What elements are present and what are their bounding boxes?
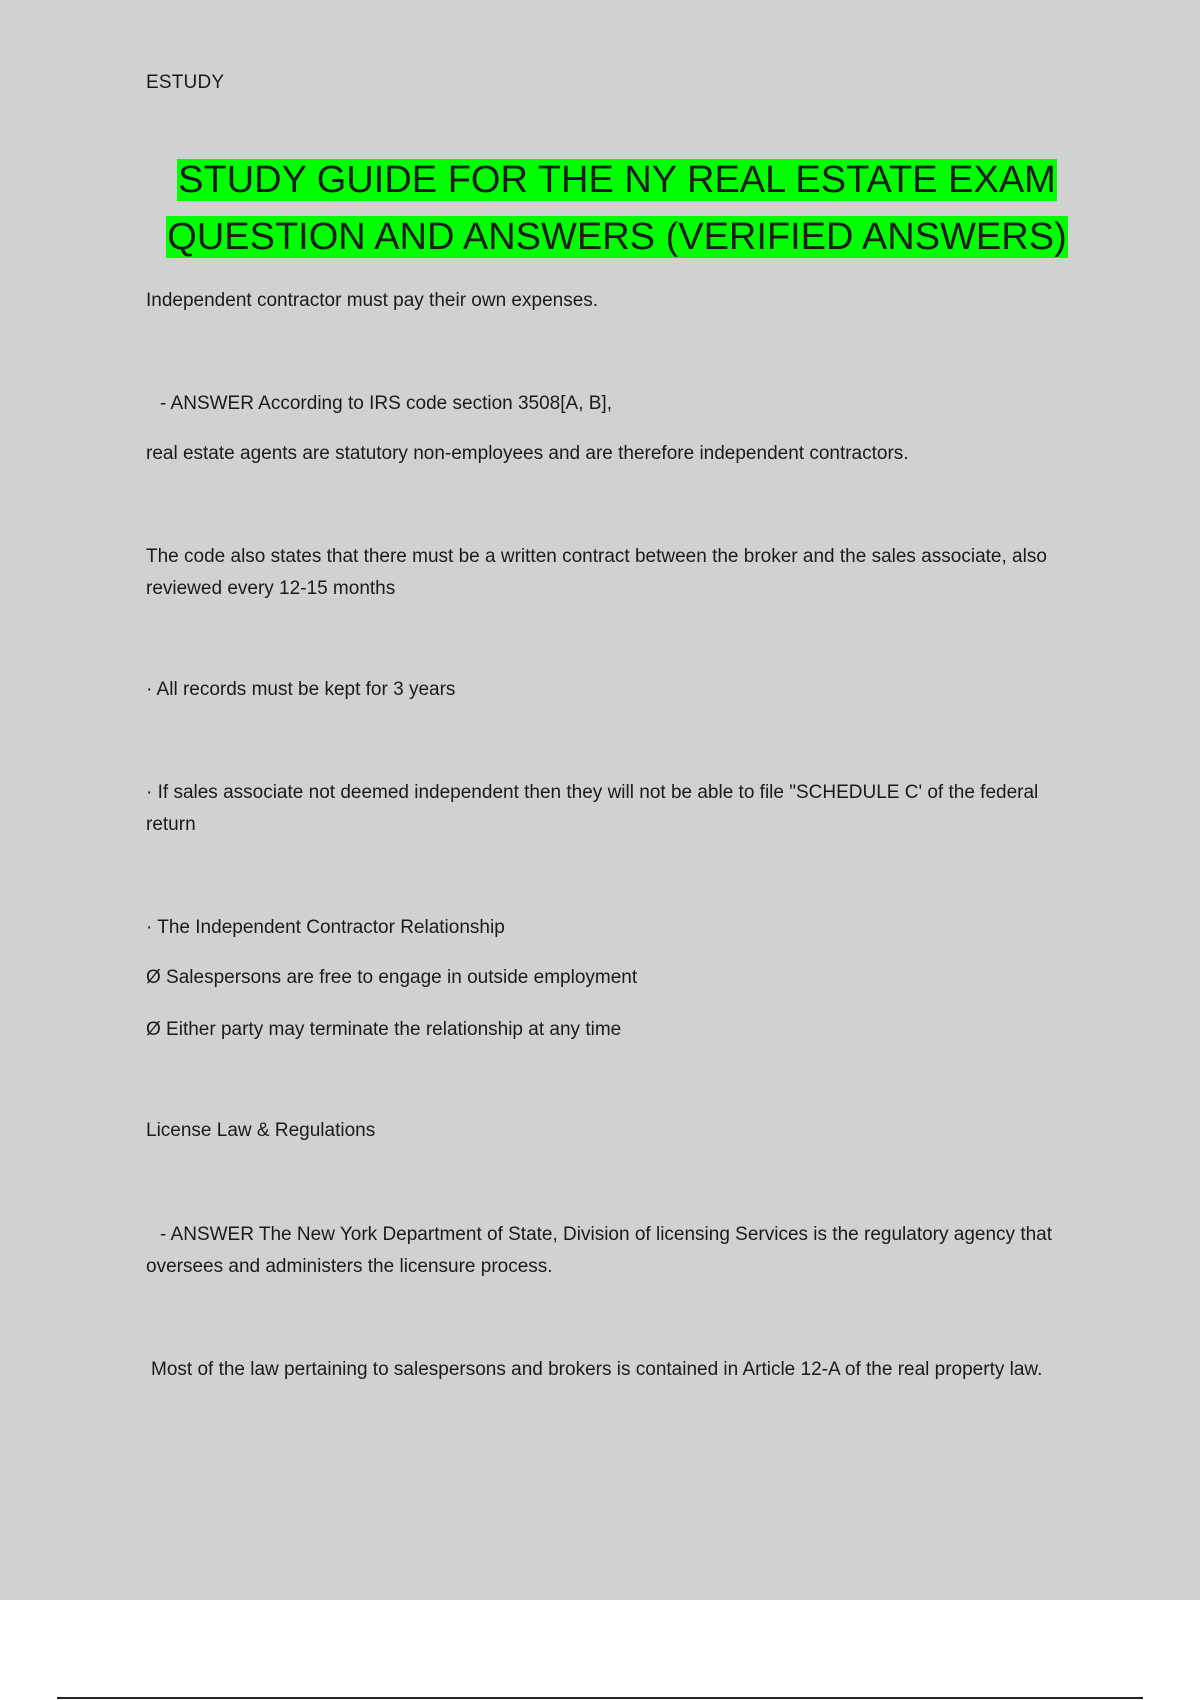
document-header: ESTUDY [146,72,225,93]
question-license-law: License Law & Regulations [146,1120,376,1141]
answer-written-contract: The code also states that there must be a written contract between the broker and the sales associate, also reviewed every 12-15 months [146,546,1047,599]
answer-department-of-state: - ANSWER The New York Department of State, Division of licensing Services is the regulatory agency that oversees and administers the licensure process. [146,1224,1053,1277]
answer-statutory-non-employees: real estate agents are statutory non-employees and are therefore independent contractors. [146,443,909,464]
answer-article-12a: Most of the law pertaining to salespersons and brokers is contained in Article 12-A of the real property law. [151,1359,1043,1380]
question-independent-contractor: Independent contractor must pay their own expenses. [146,290,599,311]
bullet-schedule-c: · If sales associate not deemed independent then they will not be able to file "SCHEDULE C' of the federal return [146,782,1039,835]
footer-rule [57,1697,1143,1699]
bullet-outside-employment: Ø Salespersons are free to engage in outside employment [146,967,638,988]
document-title [130,152,1104,266]
document-title-text: STUDY GUIDE FOR THE NY REAL ESTATE EXAM QUESTION AND ANSWERS (VERIFIED ANSWERS) [167,159,1067,258]
answer-irs-code: - ANSWER According to IRS code section 3508[A, B], [160,393,612,414]
bullet-records-kept: · All records must be kept for 3 years [146,679,456,700]
bullet-terminate-relationship: Ø Either party may terminate the relationship at any time [146,1019,622,1040]
bullet-contractor-relationship: · The Independent Contractor Relationship [146,917,505,938]
